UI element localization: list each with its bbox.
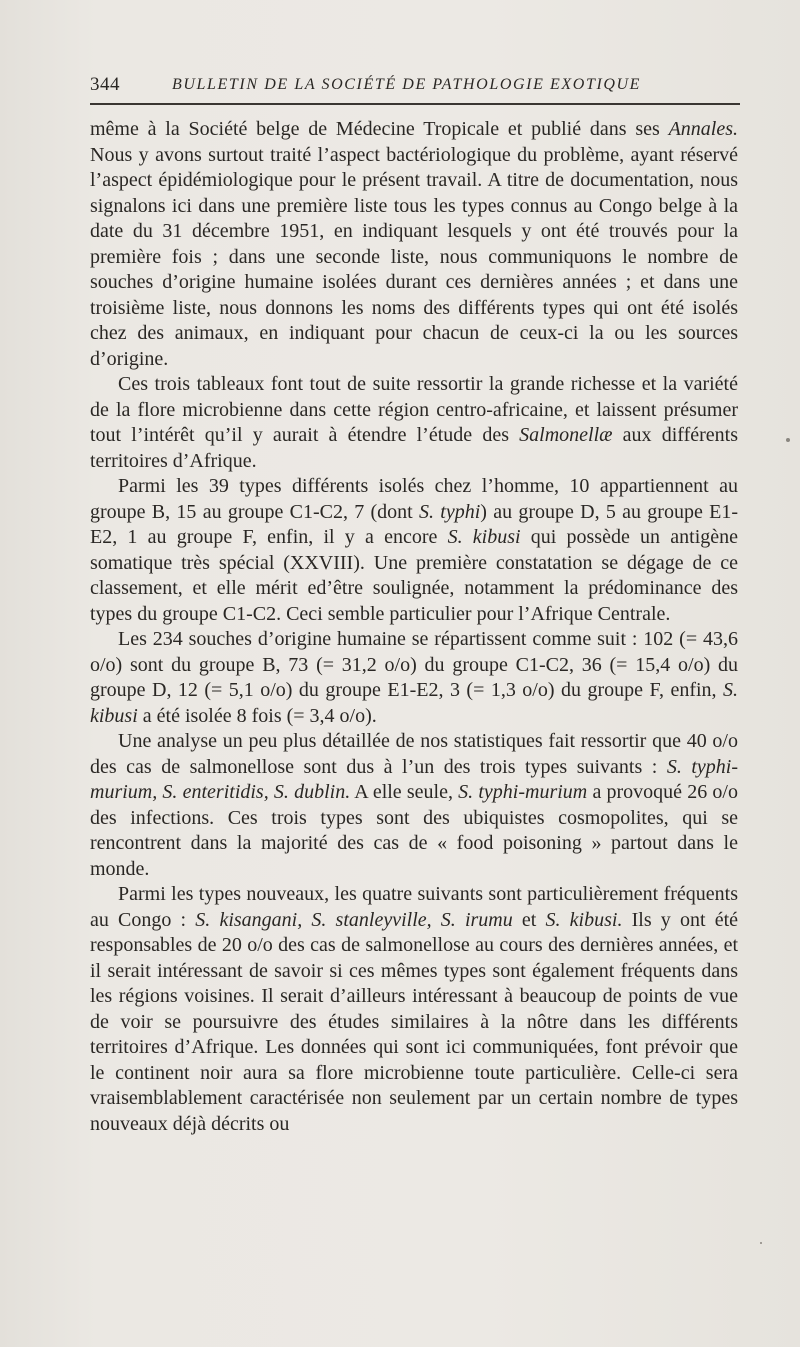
paper-speck xyxy=(786,438,790,442)
text-run: ) au groupe D, 5 au groupe E1-E2, 1 au groupe F, enfin, il y a encore xyxy=(90,500,738,548)
body-text xyxy=(90,117,738,1137)
italic-run: S. kibusi xyxy=(447,526,521,548)
text-run: a été isolée 8 fois (= 3,4 o/o). xyxy=(137,704,377,727)
italic-run: Salmonellæ xyxy=(519,424,613,446)
text-run: a provoqué 26 o/o des infections. Ces trois types sont des ubiquistes cosmopolites, qui se rencontrent dans la majorité des cas de « food poisoning » partout dans le monde. xyxy=(90,781,738,880)
text-run: Nous y avons surtout traité l’aspect bactériologique du problème, ayant réservé l’aspect épidémiologique pour le présent travail. A titre de documentation, nous signalons ici dans une première liste tous les types connus au Congo belge à la date du 31 décembre 1951, en indiquant lesquels y ont été trouvés pour la première fois ; dans une seconde liste, nous communiquons le nombre de souches d’origine humaine isolées durant ces dernières années ; et dans une troisième liste, nous donnons les noms des différents types qui ont été isolés chez des animaux, en indiquant pour chacun de ceux-ci la ou les sources d’origine. xyxy=(90,143,738,370)
paragraph-continuation xyxy=(90,117,738,372)
text-run: et xyxy=(512,908,546,931)
page-number: 344 xyxy=(90,74,120,95)
header-rule xyxy=(90,103,740,105)
text-run: Parmi les 39 types différents isolés chez l’homme, 10 appartiennent au groupe B, 15 au groupe C1-C2, 7 (dont xyxy=(90,475,738,523)
paragraph-tables-richness xyxy=(90,372,738,474)
italic-run: Annales. xyxy=(668,118,738,140)
running-head xyxy=(90,72,740,100)
paragraph-statistics-analysis xyxy=(90,729,738,882)
text-run: A elle seule, xyxy=(350,781,459,803)
journal-title: BULLETIN DE LA SOCIÉTÉ DE PATHOLOGIE EXOTIQUE xyxy=(172,76,642,93)
text-run: aux différents territoires d’Afrique. xyxy=(90,424,738,472)
italic-run: S. typhi xyxy=(419,500,481,523)
text-run: Une analyse un peu plus détaillée de nos statistiques fait ressortir que 40 o/o des cas de salmonellose sont dus à l’un des trois types suivants : xyxy=(90,730,738,778)
italic-run: S. kisangani, S. stanleyville, S. irumu xyxy=(195,908,513,931)
text-run: même à la Société belge de Médecine Tropicale et publié dans ses xyxy=(90,118,669,140)
italic-run: S. kibusi xyxy=(90,679,738,727)
text-run: Ces trois tableaux font tout de suite ressortir la grande richesse et la variété de la flore microbienne dans cette région centro-africaine, et laissent présumer tout l’intérêt qu’il y aurait à étendre l’étude des xyxy=(90,373,738,446)
paper-speck xyxy=(760,1242,762,1244)
italic-run: S. typhi-murium xyxy=(458,781,588,803)
italic-run: S. typhi-murium, S. enteritidis, S. dublin. xyxy=(90,755,738,803)
italic-run: S. kibusi. xyxy=(545,908,623,931)
paragraph-new-types xyxy=(90,882,738,1137)
text-run: Parmi les types nouveaux, les quatre suivants sont particulièrement fréquents au Congo : xyxy=(90,883,738,931)
paragraph-strain-distribution xyxy=(90,627,738,729)
text-run: Les 234 souches d’origine humaine se répartissent comme suit : 102 (= 43,6 o/o) sont du groupe B, 73 (= 31,2 o/o) du groupe C1-C2, 36 (= 15,4 o/o) du groupe D, 12 (= 5,1 o/o) du groupe E1-E2, 3 (= 1,3 o/o) du groupe F, enfin, xyxy=(90,628,738,701)
paragraph-types-human xyxy=(90,474,738,627)
text-run: Ils y ont été responsables de 20 o/o des cas de salmonellose au cours des dernières années, et il serait intéressant de savoir si ces mêmes types sont également fréquents dans les régions voisines. Il serait d’ailleurs intéressant à beaucoup de points de vue de voir se poursuivre des études similaires à la nôtre dans les différents territoires d’Afrique. Les données qui sont ici communiquées, font prévoir que le continent noir aura sa flore microbienne toute particulière. Celle-ci sera vraisemblablement caractérisée non seulement par un certain nombre de types nouveaux déjà décrits ou xyxy=(90,908,738,1135)
text-run: qui possède un antigène somatique très spécial (XXVIII). Une première constatation se dégage de ce classement, et elle mérit ed’être soulignée, notamment la prédominance des types du groupe C1-C2. Ceci semble particulier pour l’Afrique Centrale. xyxy=(90,526,739,625)
